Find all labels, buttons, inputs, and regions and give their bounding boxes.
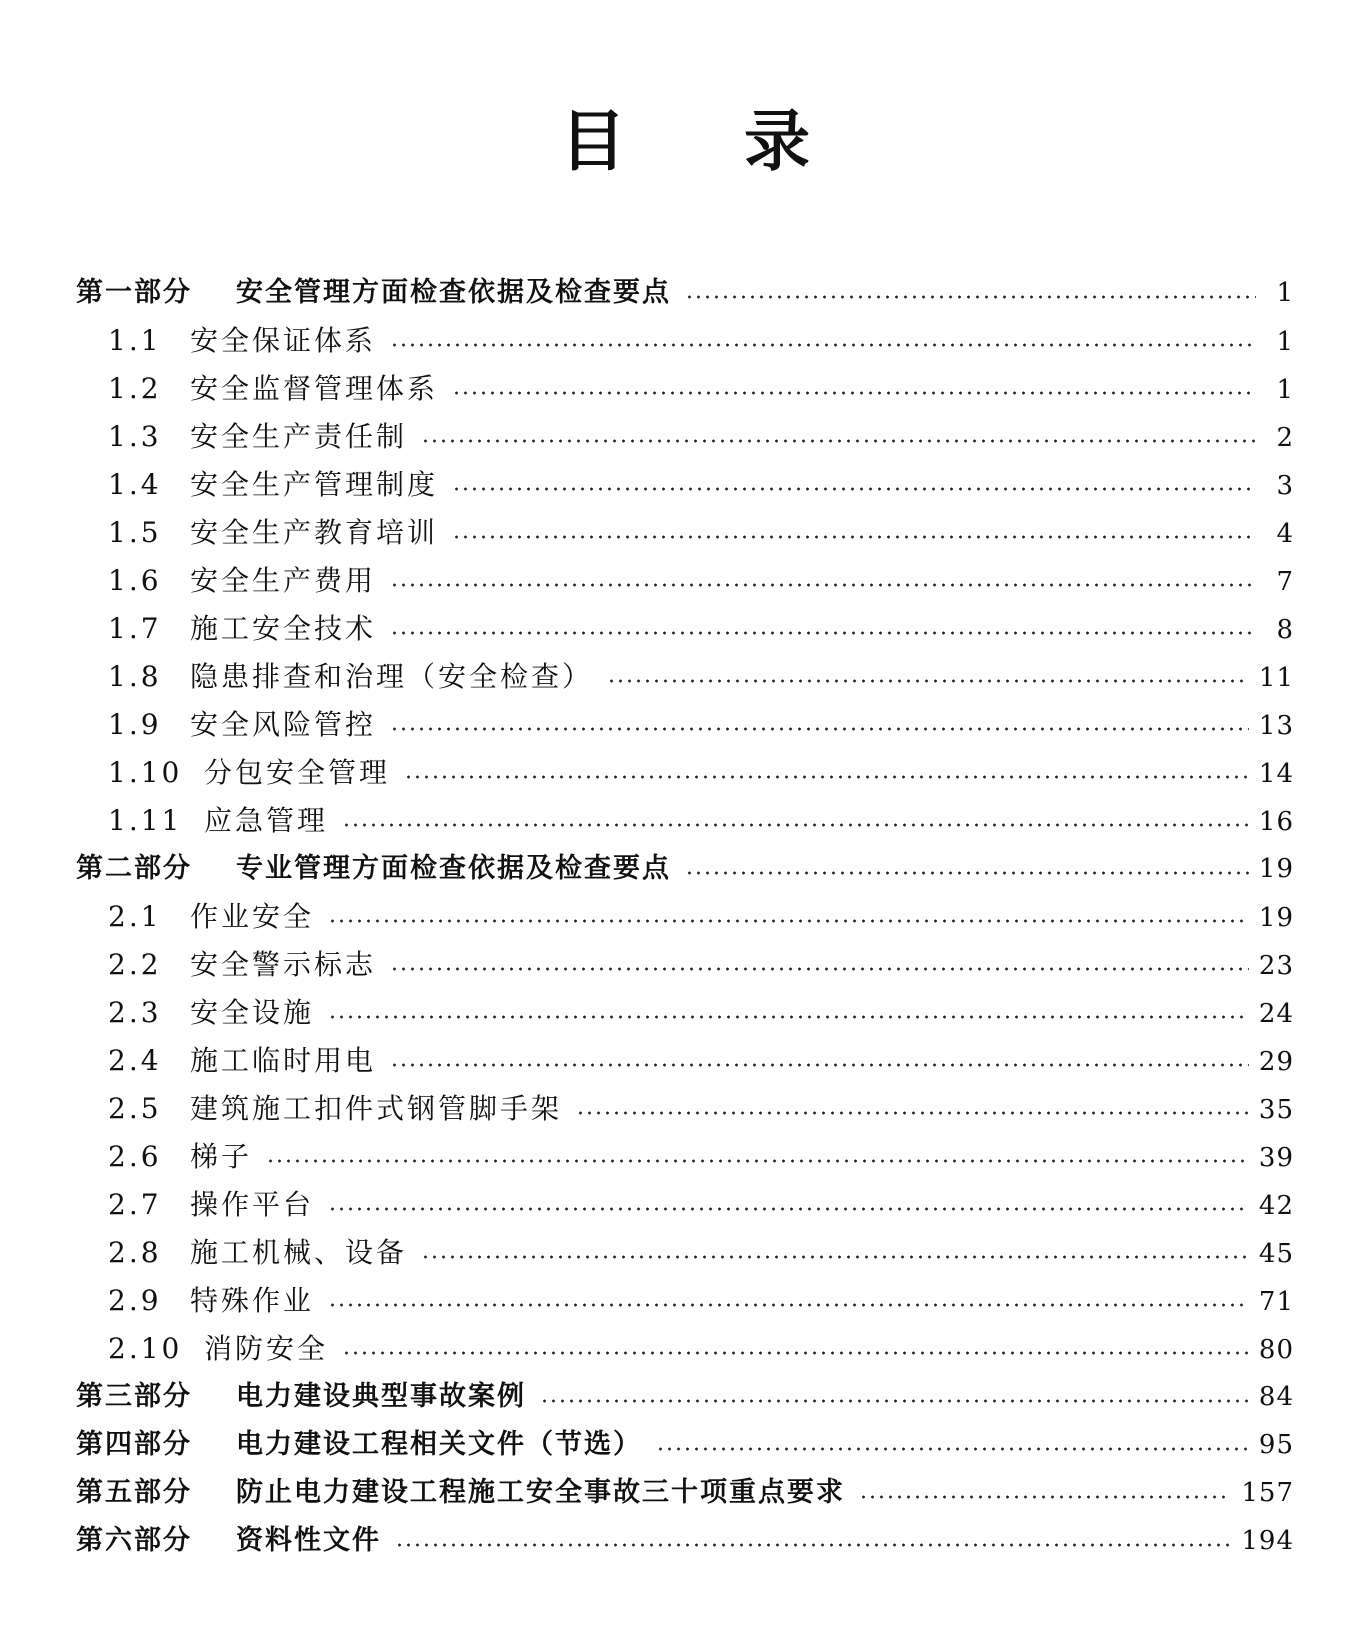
toc-entry-title: 分包安全管理	[204, 756, 391, 789]
toc-section-entry[interactable]	[76, 989, 1294, 1037]
toc-section-entry[interactable]	[76, 413, 1294, 461]
toc-section-entry[interactable]	[76, 461, 1294, 509]
toc-page-number: 4	[1276, 519, 1294, 549]
toc-page-number: 29	[1258, 1047, 1294, 1077]
dot-leader	[390, 1063, 1249, 1067]
dot-leader	[859, 1495, 1231, 1499]
toc-page-number: 71	[1258, 1287, 1294, 1317]
toc-section-number: 1.7	[108, 612, 162, 645]
toc-section-number: 2.7	[108, 1188, 162, 1221]
toc-section-number: 1.8	[108, 660, 162, 693]
dot-leader	[266, 1159, 1249, 1163]
toc-section-entry[interactable]	[76, 1037, 1294, 1085]
toc-section-number: 1.4	[108, 468, 162, 501]
toc-page-number: 42	[1258, 1191, 1294, 1221]
toc-section-entry[interactable]	[76, 1325, 1294, 1373]
dot-leader	[576, 1111, 1249, 1115]
toc-page-number: 19	[1258, 854, 1294, 884]
toc-section-entry[interactable]	[76, 605, 1294, 653]
toc-entry-title: 安全警示标志	[190, 948, 377, 981]
toc-entry-title: 作业安全	[190, 900, 315, 933]
dot-leader	[390, 727, 1249, 731]
toc-page-number: 13	[1258, 711, 1294, 741]
dot-leader	[328, 1303, 1249, 1307]
toc-part-entry[interactable]	[76, 845, 1294, 893]
toc-part-number: 第一部分	[76, 277, 192, 308]
toc-entry-title: 操作平台	[190, 1188, 315, 1221]
dot-leader	[404, 775, 1249, 779]
toc-part-number: 第二部分	[76, 853, 192, 884]
toc-part-number: 第五部分	[76, 1477, 192, 1508]
dot-leader	[607, 679, 1249, 683]
dot-leader	[540, 1399, 1249, 1403]
toc-section-number: 2.3	[108, 996, 162, 1029]
toc-section-entry[interactable]	[76, 941, 1294, 989]
toc-part-number: 第三部分	[76, 1381, 192, 1412]
toc-page-number: 16	[1258, 807, 1294, 837]
toc-section-entry[interactable]	[76, 509, 1294, 557]
page-title	[0, 102, 1370, 182]
toc-section-entry[interactable]	[76, 701, 1294, 749]
toc-entry-title: 安全设施	[190, 996, 315, 1029]
dot-leader	[342, 823, 1249, 827]
toc-section-number: 2.9	[108, 1284, 162, 1317]
toc-section-entry[interactable]	[76, 893, 1294, 941]
title-char-1: 目	[560, 103, 626, 181]
toc-page-number: 45	[1258, 1239, 1294, 1269]
dot-leader	[390, 583, 1256, 587]
toc-entry-title: 安全保证体系	[190, 324, 377, 357]
toc-section-number: 2.10	[108, 1332, 183, 1365]
toc-page-number: 1	[1276, 327, 1294, 357]
title-char-2: 录	[744, 103, 810, 181]
toc-part-entry[interactable]	[76, 1469, 1294, 1517]
toc-page-number: 84	[1258, 1382, 1294, 1412]
toc-section-entry[interactable]	[76, 797, 1294, 845]
toc-section-entry[interactable]	[76, 1229, 1294, 1277]
toc-entry-title: 应急管理	[204, 804, 329, 837]
dot-leader	[390, 631, 1256, 635]
toc-part-entry[interactable]	[76, 1421, 1294, 1469]
toc-entry-title: 安全监督管理体系	[190, 372, 439, 405]
toc-page-number: 1	[1276, 278, 1294, 308]
toc-entry-title: 梯子	[190, 1140, 253, 1173]
toc-section-number: 1.2	[108, 372, 162, 405]
dot-leader	[452, 535, 1256, 539]
toc-entry-title: 施工安全技术	[190, 612, 377, 645]
toc-entry-title: 资料性文件	[236, 1525, 381, 1556]
toc-part-number: 第六部分	[76, 1525, 192, 1556]
dot-leader	[656, 1447, 1249, 1451]
toc-section-number: 1.10	[108, 756, 183, 789]
toc-entry-title: 安全生产管理制度	[190, 468, 439, 501]
dot-leader	[328, 1015, 1249, 1019]
toc-section-number: 2.8	[108, 1236, 162, 1269]
toc-entry-title: 安全生产费用	[190, 564, 377, 597]
toc-section-number: 2.6	[108, 1140, 162, 1173]
toc-entry-title: 施工临时用电	[190, 1044, 377, 1077]
toc-entry-title: 建筑施工扣件式钢管脚手架	[190, 1092, 563, 1125]
toc-page-number: 39	[1258, 1143, 1294, 1173]
dot-leader	[421, 439, 1256, 443]
toc-page-number: 11	[1258, 663, 1294, 693]
toc-entry-title: 防止电力建设工程施工安全事故三十项重点要求	[236, 1477, 845, 1508]
toc-section-entry[interactable]	[76, 1133, 1294, 1181]
toc-entry-title: 施工机械、设备	[190, 1236, 408, 1269]
dot-leader	[390, 343, 1256, 347]
toc-page-number: 157	[1241, 1478, 1294, 1508]
toc-page-number: 7	[1276, 567, 1294, 597]
table-of-contents	[76, 269, 1294, 1565]
toc-section-entry[interactable]	[76, 653, 1294, 701]
toc-page-number: 24	[1258, 999, 1294, 1029]
dot-leader	[452, 487, 1256, 491]
toc-section-entry[interactable]	[76, 557, 1294, 605]
dot-leader	[685, 871, 1249, 875]
dot-leader	[452, 391, 1256, 395]
toc-entry-title: 安全风险管控	[190, 708, 377, 741]
dot-leader	[328, 919, 1249, 923]
toc-page-number: 35	[1258, 1095, 1294, 1125]
toc-page-number: 3	[1276, 471, 1294, 501]
toc-entry-title: 电力建设工程相关文件（节选）	[236, 1429, 642, 1460]
toc-section-number: 1.6	[108, 564, 162, 597]
toc-page-number: 95	[1258, 1430, 1294, 1460]
toc-page-number: 23	[1258, 951, 1294, 981]
toc-part-entry[interactable]	[76, 1517, 1294, 1565]
toc-entry-title: 特殊作业	[190, 1284, 315, 1317]
dot-leader	[390, 967, 1249, 971]
toc-page-number: 14	[1258, 759, 1294, 789]
toc-section-entry[interactable]	[76, 1085, 1294, 1133]
toc-entry-title: 隐患排查和治理（安全检查）	[190, 660, 594, 693]
toc-entry-title: 专业管理方面检查依据及检查要点	[236, 853, 671, 884]
toc-section-entry[interactable]	[76, 749, 1294, 797]
toc-section-entry[interactable]	[76, 317, 1294, 365]
toc-entry-title: 电力建设典型事故案例	[236, 1381, 526, 1412]
toc-section-number: 2.1	[108, 900, 162, 933]
toc-section-entry[interactable]	[76, 1181, 1294, 1229]
toc-part-entry[interactable]	[76, 269, 1294, 317]
toc-section-number: 1.9	[108, 708, 162, 741]
toc-section-number: 1.1	[108, 324, 162, 357]
toc-page-number: 194	[1241, 1526, 1294, 1556]
dot-leader	[685, 295, 1256, 299]
toc-section-number: 1.3	[108, 420, 162, 453]
toc-entry-title: 安全生产教育培训	[190, 516, 439, 549]
toc-page-number: 8	[1276, 615, 1294, 645]
toc-page-number: 2	[1276, 423, 1294, 453]
toc-section-number: 1.5	[108, 516, 162, 549]
toc-section-number: 2.5	[108, 1092, 162, 1125]
toc-page-number: 1	[1276, 375, 1294, 405]
dot-leader	[395, 1543, 1231, 1547]
toc-section-entry[interactable]	[76, 365, 1294, 413]
toc-section-number: 1.11	[108, 804, 183, 837]
toc-section-number: 2.2	[108, 948, 162, 981]
toc-section-entry[interactable]	[76, 1277, 1294, 1325]
toc-part-number: 第四部分	[76, 1429, 192, 1460]
toc-entry-title: 安全生产责任制	[190, 420, 408, 453]
dot-leader	[328, 1207, 1249, 1211]
toc-page-number: 80	[1258, 1335, 1294, 1365]
toc-section-number: 2.4	[108, 1044, 162, 1077]
dot-leader	[342, 1351, 1249, 1355]
dot-leader	[421, 1255, 1249, 1259]
toc-page-number: 19	[1258, 903, 1294, 933]
toc-part-entry[interactable]	[76, 1373, 1294, 1421]
toc-entry-title: 安全管理方面检查依据及检查要点	[236, 277, 671, 308]
toc-entry-title: 消防安全	[204, 1332, 329, 1365]
